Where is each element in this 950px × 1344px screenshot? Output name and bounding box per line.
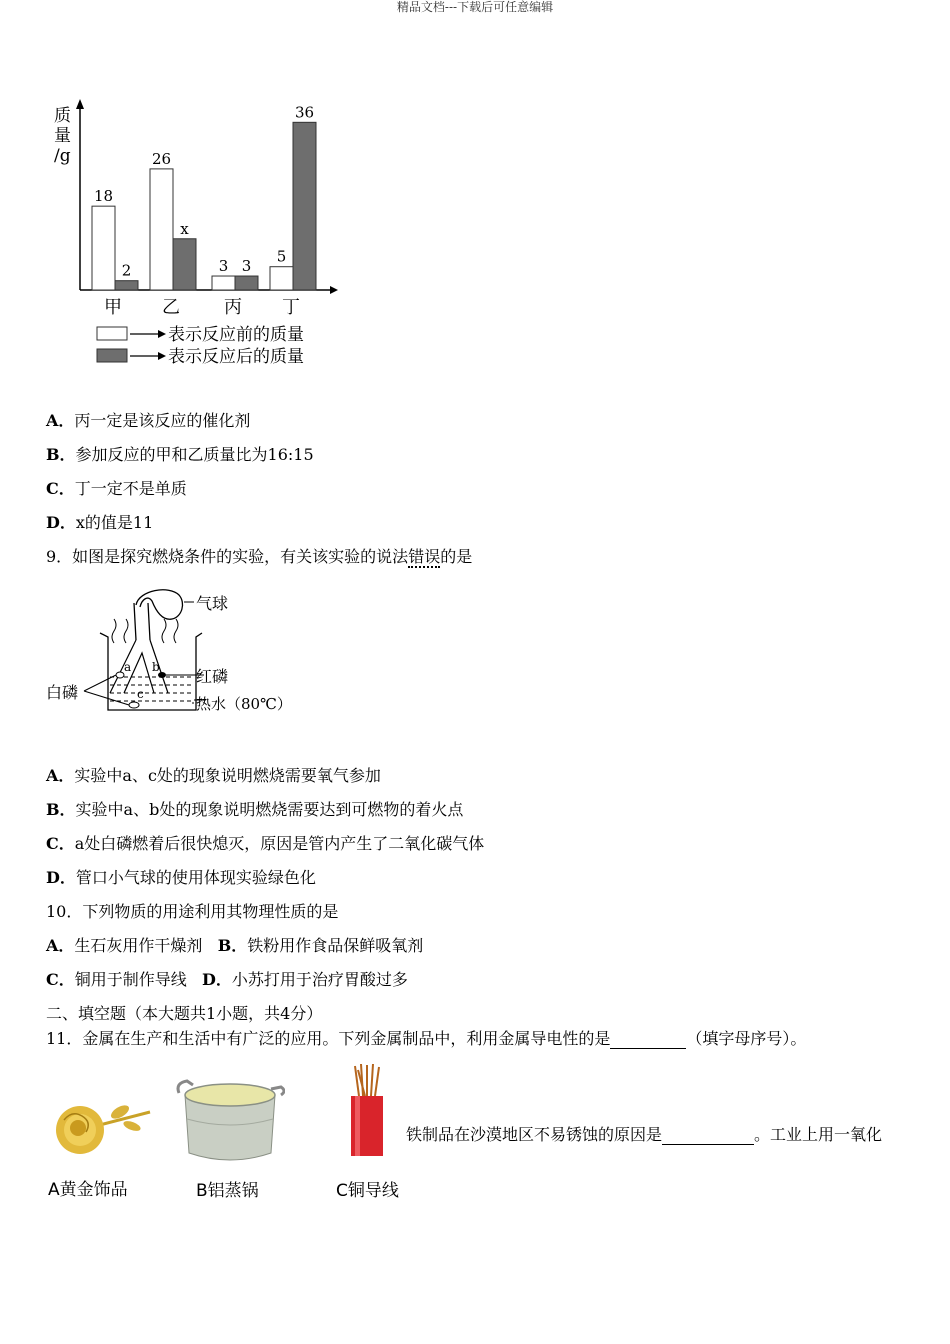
category-label: 丙 <box>224 297 242 318</box>
image-label-c: C铜导线 <box>336 1181 399 1201</box>
bar-after <box>293 122 316 290</box>
legend-arrowhead <box>158 352 166 360</box>
y-axis-arrow <box>76 99 84 109</box>
q11-blank-2[interactable] <box>662 1128 754 1145</box>
q11-stem: 11．金属在生产和生活中有广泛的应用。下列金属制品中，利用金属导电性的是 （填字母序号）。 <box>46 1029 807 1048</box>
data-label: 26 <box>151 149 172 168</box>
balloon-label: 气球 <box>196 594 229 613</box>
category-label: 丁 <box>282 297 300 318</box>
category-label: 甲 <box>104 297 122 318</box>
data-label: 3 <box>241 257 252 276</box>
data-label: 36 <box>294 103 315 122</box>
label-b: b <box>152 660 160 674</box>
combustion-experiment-figure <box>44 585 304 725</box>
mass-bar-chart <box>40 95 360 395</box>
red-phosphorus-label: 红磷 <box>196 667 229 686</box>
label-a: a <box>124 660 132 674</box>
page-header: 精品文档---下载后可任意编辑 <box>396 0 554 14</box>
category-label: 乙 <box>162 297 180 318</box>
aluminum-pot-icon <box>175 1075 285 1170</box>
bar-before <box>92 206 115 290</box>
gold-rose-icon <box>50 1090 160 1170</box>
q10-stem: 10．下列物质的用途利用其物理性质的是 <box>46 902 339 921</box>
bar-before <box>212 276 235 290</box>
q9-option-d: D．管口小气球的使用体现实验绿色化 <box>46 868 316 887</box>
legend-swatch <box>97 327 127 340</box>
bar-after <box>173 239 196 290</box>
white-phosphorus-label: 白磷 <box>46 683 79 702</box>
q9-stem: 9．如图是探究燃烧条件的实验，有关该实验的说法错误的是 <box>46 547 473 566</box>
legend-arrowhead <box>158 330 166 338</box>
hot-water-label: 热水（80℃） <box>196 695 292 713</box>
copper-wire-icon <box>345 1062 390 1157</box>
q9-option-c: C．a处白磷燃着后很快熄灭，原因是管内产生了二氧化碳气体 <box>46 834 485 853</box>
q8-option-d: D．x的值是11 <box>46 513 154 532</box>
legend-label: 表示反应后的质量 <box>168 347 304 367</box>
test-tube <box>134 603 150 640</box>
q9-option-b: B．实验中a、b处的现象说明燃烧需要达到可燃物的着火点 <box>46 800 464 819</box>
q8-option-b: B．参加反应的甲和乙质量比为16:15 <box>46 445 314 464</box>
q10-options-ab: A．生石灰用作干燥剂 B．铁粉用作食品保鲜吸氧剂 <box>46 936 424 955</box>
image-label-b: B铝蒸锅 <box>196 1181 259 1201</box>
bar-after <box>115 281 138 290</box>
image-label-a: A黄金饰品 <box>48 1180 128 1200</box>
white-phosphorus-c <box>129 702 139 708</box>
bar-before <box>150 169 173 290</box>
section-2-title: 二、填空题（本大题共1小题，共4分） <box>46 1004 323 1023</box>
y-axis-label: 质 <box>54 106 71 126</box>
data-label: 3 <box>218 257 229 276</box>
white-phosphorus-a <box>116 672 124 678</box>
bar-before <box>270 267 293 290</box>
bar-after <box>235 276 258 290</box>
x-axis-arrow <box>330 286 338 294</box>
legend-label: 表示反应前的质量 <box>168 325 304 345</box>
q11-iron-sentence: 铁制品在沙漠地区不易锈蚀的原因是 。工业上用一氧化 <box>406 1125 883 1144</box>
y-axis-label: /g <box>54 146 71 166</box>
data-label: x <box>180 219 189 238</box>
y-axis-label: 量 <box>54 126 71 146</box>
legend-swatch <box>97 349 127 362</box>
data-label: 18 <box>93 187 114 206</box>
data-label: 5 <box>276 247 287 266</box>
q8-option-a: A．丙一定是该反应的催化剂 <box>46 411 251 430</box>
q11-blank-1[interactable] <box>610 1032 686 1049</box>
balloon-shape <box>136 590 183 619</box>
data-label: 2 <box>121 261 132 280</box>
label-c: c <box>137 687 144 701</box>
q10-options-cd: C．铜用于制作导线 D．小苏打用于治疗胃酸过多 <box>46 970 408 989</box>
q9-option-a: A．实验中a、c处的现象说明燃烧需要氧气参加 <box>46 766 381 785</box>
q8-option-c: C．丁一定不是单质 <box>46 479 187 498</box>
